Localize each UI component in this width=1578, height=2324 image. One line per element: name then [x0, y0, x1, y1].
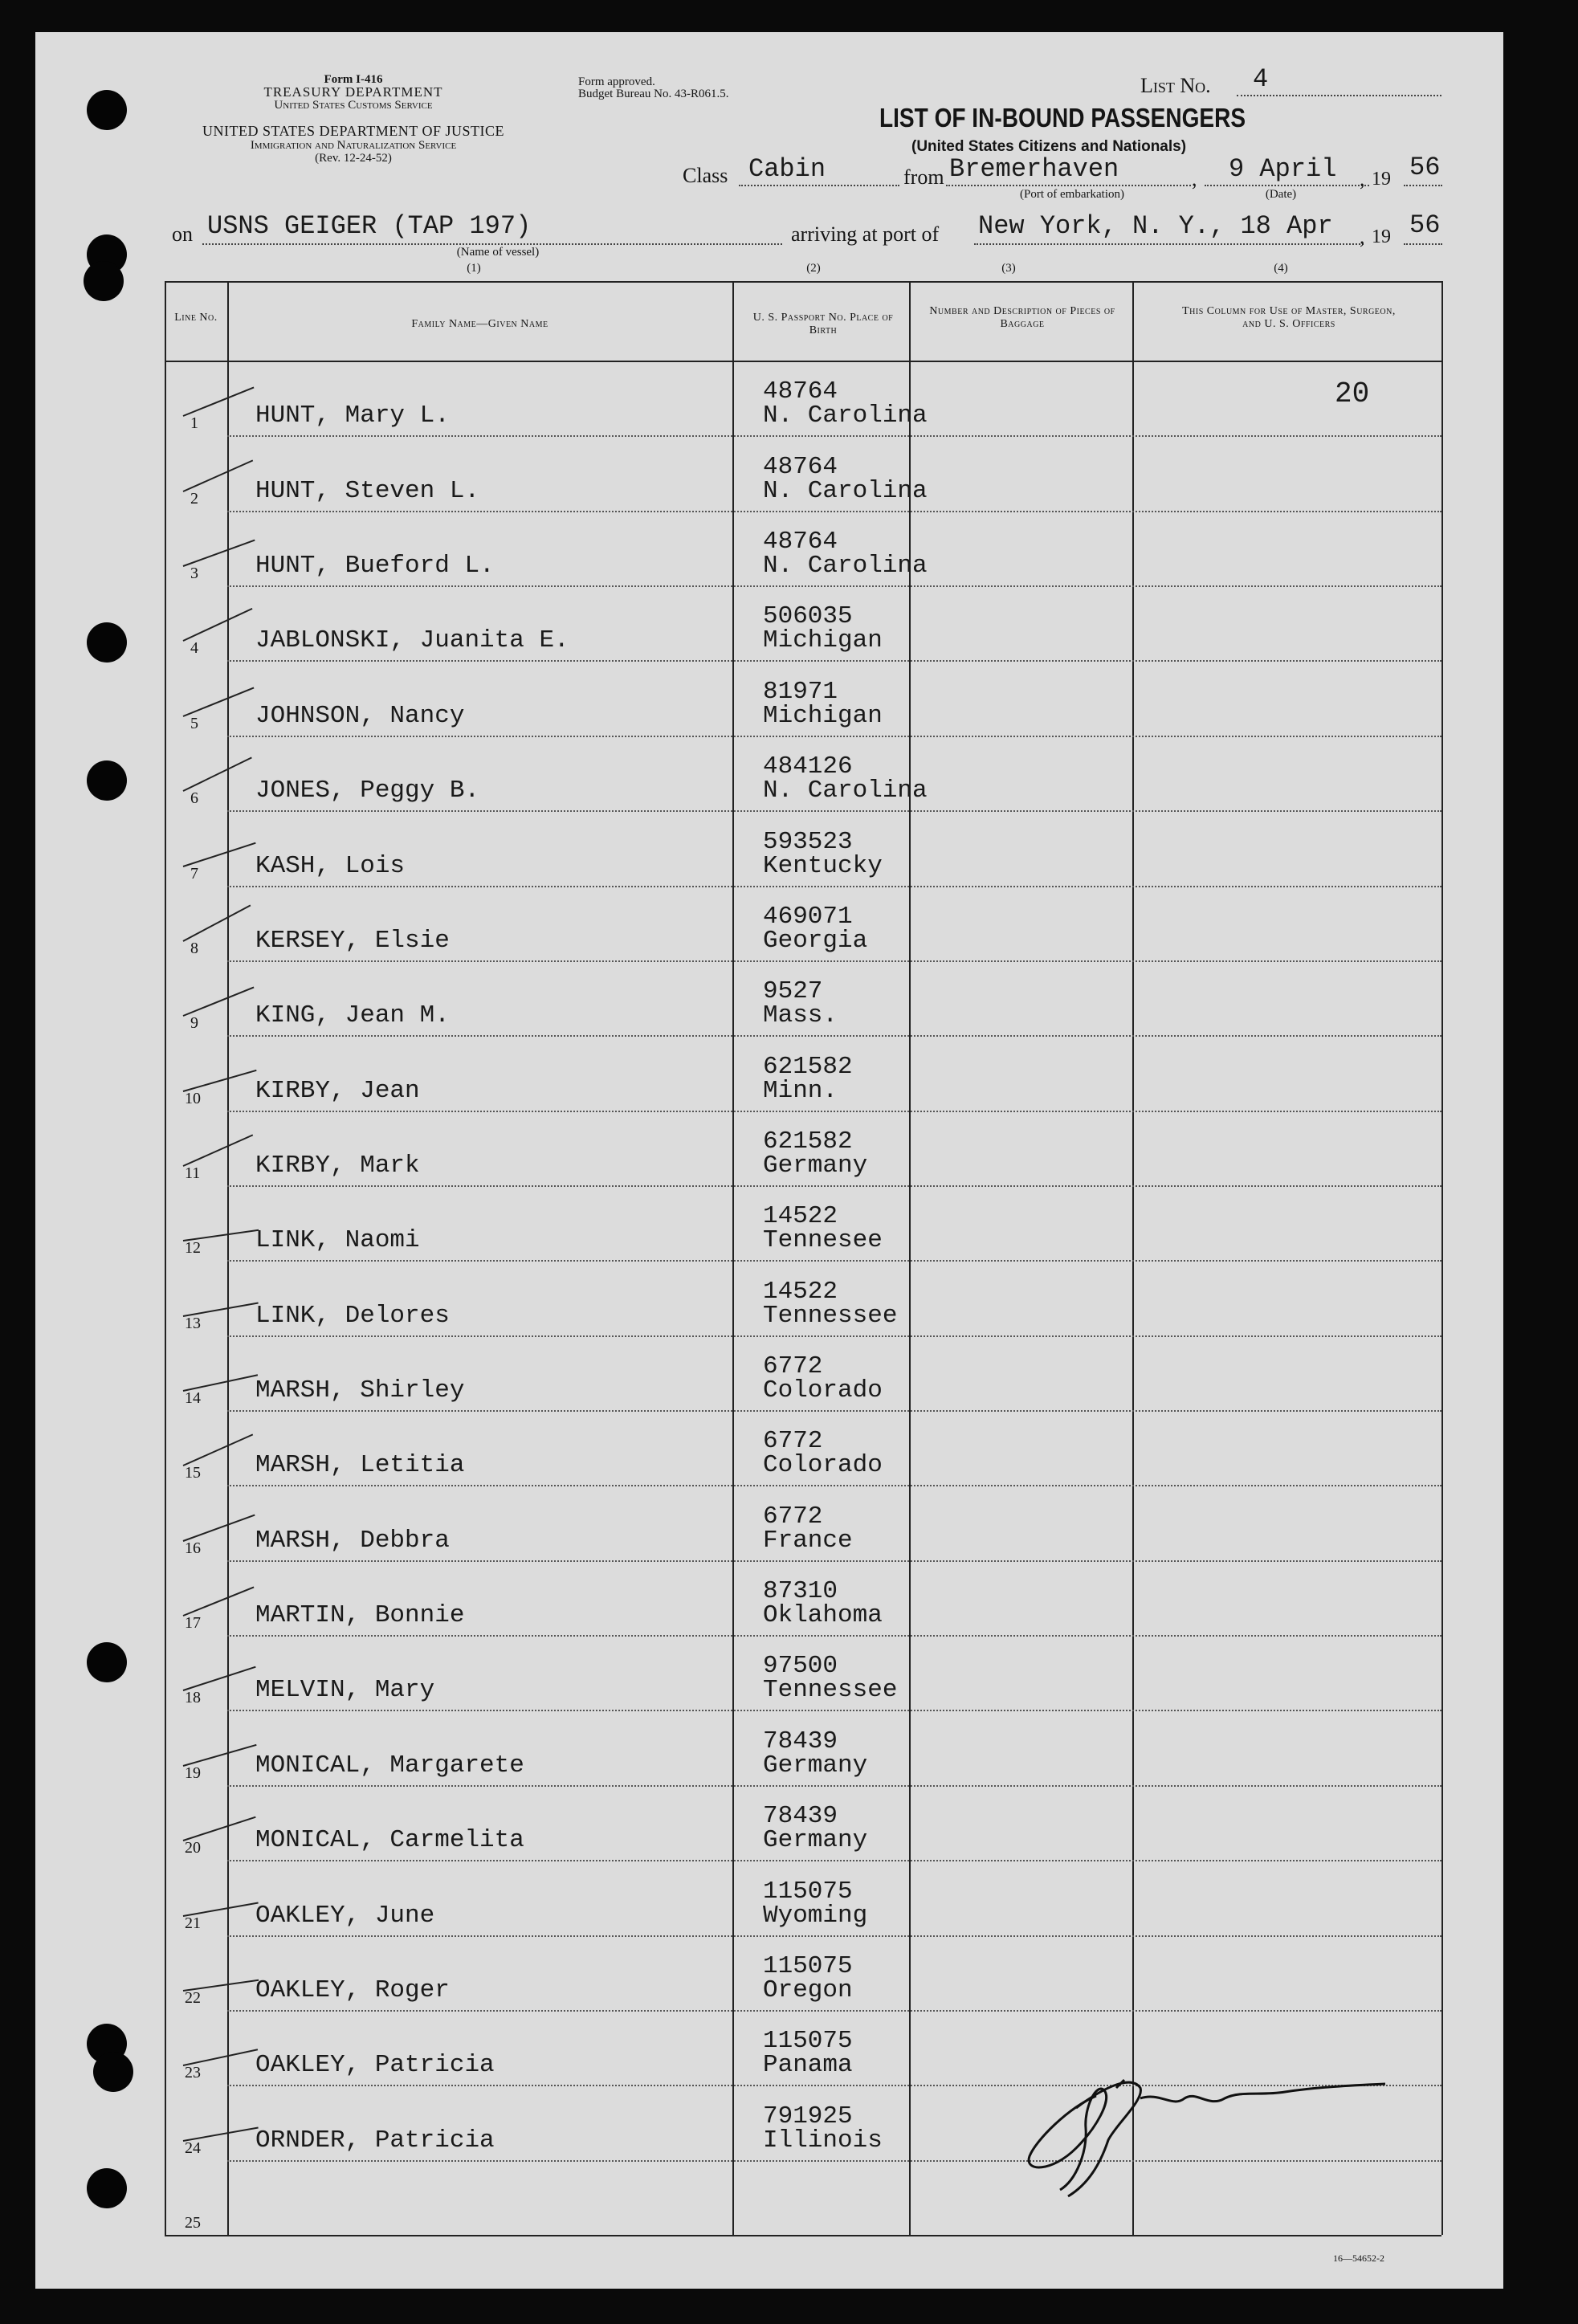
on-label: on [172, 222, 193, 246]
passenger-name: JONES, Peggy B. [255, 777, 480, 805]
line-number: 2 [190, 489, 198, 508]
passport-number: 484126 [763, 752, 853, 781]
row-separator [227, 2010, 1441, 2012]
passenger-name: MARSH, Shirley [255, 1376, 465, 1405]
header-line-no: Line No. [174, 312, 218, 324]
punch-hole [84, 261, 124, 301]
passport-number: 87310 [763, 1577, 838, 1606]
passenger-name: MONICAL, Carmelita [255, 1826, 524, 1855]
passenger-name: ORNDER, Patricia [255, 2126, 495, 2155]
punch-hole [87, 760, 127, 801]
place-of-birth: Kentucky [763, 851, 883, 880]
passenger-name: KIRBY, Mark [255, 1151, 420, 1180]
line-number: 11 [185, 1164, 201, 1182]
line-number: 5 [190, 714, 198, 732]
passport-number: 48764 [763, 452, 838, 481]
row-separator [227, 1710, 1441, 1711]
passport-number: 115075 [763, 2027, 853, 2056]
passenger-name: KERSEY, Elsie [255, 926, 450, 955]
list-no-label: List No. [1140, 74, 1211, 97]
row-separator [227, 1635, 1441, 1637]
place-of-birth: Germany [763, 1826, 868, 1855]
row-separator [227, 1485, 1441, 1486]
embarkation-date-value: 9 April [1229, 154, 1337, 184]
class-value: Cabin [748, 154, 826, 184]
passenger-name: JOHNSON, Nancy [255, 701, 465, 730]
line-number: 23 [185, 2064, 201, 2082]
footer-code: 16—54652-2 [1333, 2253, 1384, 2264]
table-left-border [165, 281, 166, 2235]
class-label: Class [683, 164, 728, 187]
line-number: 8 [190, 939, 198, 957]
passport-number: 78439 [763, 1727, 838, 1755]
passport-number: 469071 [763, 902, 853, 931]
passport-number: 81971 [763, 677, 838, 706]
place-of-birth: Colorado [763, 1376, 883, 1405]
year-prefix: 19 [1372, 169, 1391, 190]
passenger-name: KING, Jean M. [255, 1001, 450, 1030]
line-number: 25 [185, 2214, 201, 2232]
col-divider-line-no [227, 281, 229, 2235]
arriving-label: arriving at port of [791, 222, 940, 246]
passport-number: 48764 [763, 528, 838, 557]
col-divider-name [732, 281, 734, 2235]
header-family-name: Family Name—Given Name [411, 318, 548, 330]
header-bottom-border [165, 361, 1441, 362]
passport-number: 621582 [763, 1052, 853, 1081]
place-of-birth: Georgia [763, 926, 868, 955]
passenger-name: MELVIN, Mary [255, 1676, 435, 1705]
column-number: (1) [467, 262, 481, 275]
passport-number: 6772 [763, 1502, 823, 1531]
passenger-name: KIRBY, Jean [255, 1076, 420, 1105]
form-number: Form I-416 [324, 73, 383, 86]
dept-immigration: Immigration and Naturalization Service [250, 139, 457, 152]
place-of-birth: France [763, 1526, 853, 1555]
passenger-name: KASH, Lois [255, 851, 406, 880]
row-separator [227, 810, 1441, 812]
passenger-name: MARSH, Letitia [255, 1451, 465, 1480]
row-separator [227, 1560, 1441, 1562]
dept-customs: United States Customs Service [274, 99, 433, 112]
place-of-birth: Tennesee [763, 1226, 883, 1255]
place-of-birth: N. Carolina [763, 402, 928, 430]
dept-justice: UNITED STATES DEPARTMENT OF JUSTICE [202, 123, 504, 139]
list-no-value: 4 [1253, 64, 1269, 94]
column-number: (3) [1001, 262, 1016, 275]
table-bottom-border [165, 2235, 1441, 2236]
place-of-birth: Michigan [763, 701, 883, 730]
passenger-name: OAKLEY, June [255, 1901, 435, 1930]
line-number: 16 [185, 1539, 201, 1557]
year2-prefix: 19 [1372, 226, 1391, 247]
row-separator [227, 1260, 1441, 1262]
line-number: 21 [185, 1914, 201, 1932]
officer-signature [1020, 2052, 1389, 2204]
line-number: 20 [185, 1839, 201, 1857]
officer-note: 20 [1335, 377, 1370, 410]
place-of-birth: Michigan [763, 626, 883, 655]
vessel-name-value: USNS GEIGER (TAP 197) [207, 211, 532, 241]
row-separator [227, 1335, 1441, 1337]
punch-hole [87, 622, 127, 663]
passport-number: 9527 [763, 977, 823, 1006]
place-of-birth: Germany [763, 1751, 868, 1780]
line-number: 15 [185, 1464, 201, 1482]
row-separator [227, 1035, 1441, 1037]
row-separator [227, 1785, 1441, 1787]
passport-number: 97500 [763, 1652, 838, 1681]
header-passport: U. S. Passport No. Place of Birth [752, 312, 894, 336]
line-number: 22 [185, 1988, 201, 2007]
line-number: 19 [185, 1763, 201, 1782]
line-number: 3 [190, 565, 198, 583]
place-of-birth: Colorado [763, 1451, 883, 1480]
passport-number: 506035 [763, 602, 853, 631]
place-of-birth: Tennessee [763, 1676, 898, 1705]
row-separator [227, 1185, 1441, 1187]
line-number: 9 [190, 1014, 198, 1033]
place-of-birth: Minn. [763, 1076, 838, 1105]
table-right-border [1441, 281, 1443, 2235]
budget-bureau-no: Budget Bureau No. 43-R061.5. [578, 88, 729, 100]
passport-number: 115075 [763, 1877, 853, 1906]
passport-number: 14522 [763, 1277, 838, 1306]
line-number: 4 [190, 639, 198, 658]
year-value: 56 [1409, 153, 1441, 182]
place-of-birth: Oregon [763, 1975, 853, 2004]
form-revision: (Rev. 12-24-52) [315, 152, 392, 165]
row-separator [227, 1111, 1441, 1112]
form-approved: Form approved. [578, 75, 655, 88]
page-title: LIST OF IN-BOUND PASSENGERS [879, 103, 1246, 133]
passport-number: 78439 [763, 1802, 838, 1831]
place-of-birth: Tennessee [763, 1301, 898, 1330]
passenger-name: MONICAL, Margarete [255, 1751, 524, 1780]
from-label: from [903, 165, 944, 189]
place-of-birth: Germany [763, 1151, 868, 1180]
row-separator [227, 435, 1441, 437]
row-separator [227, 511, 1441, 512]
line-number: 12 [185, 1239, 201, 1258]
line-number: 10 [185, 1089, 201, 1107]
place-of-birth: Wyoming [763, 1901, 868, 1930]
row-separator [227, 1410, 1441, 1412]
punch-hole [93, 2052, 133, 2092]
punch-hole [87, 2168, 127, 2208]
passport-number: 14522 [763, 1202, 838, 1231]
passenger-name: LINK, Delores [255, 1301, 450, 1330]
passport-number: 593523 [763, 827, 853, 856]
punch-hole [87, 1642, 127, 1682]
date-caption: (Date) [1265, 188, 1297, 201]
line-number: 1 [190, 414, 198, 433]
passenger-name: LINK, Naomi [255, 1226, 420, 1255]
place-of-birth: N. Carolina [763, 777, 928, 805]
row-separator [227, 736, 1441, 737]
column-number: (2) [806, 262, 821, 275]
passport-number: 115075 [763, 1951, 853, 1980]
arrival-port-value: New York, N. Y., 18 Apr [978, 211, 1333, 241]
passport-number: 621582 [763, 1127, 853, 1156]
port-of-embarkation-value: Bremerhaven [949, 154, 1119, 184]
place-of-birth: Mass. [763, 1001, 838, 1030]
port-caption: (Port of embarkation) [1020, 188, 1124, 201]
row-separator [227, 886, 1441, 887]
year2-value: 56 [1409, 210, 1441, 240]
header-baggage: Number and Description of Pieces of Baggage [929, 305, 1115, 330]
line-number: 17 [185, 1614, 201, 1633]
line-number: 24 [185, 2138, 201, 2157]
col-divider-baggage [1132, 281, 1134, 2235]
row-separator [227, 585, 1441, 587]
row-separator [227, 660, 1441, 662]
passenger-name: MARSH, Debbra [255, 1526, 450, 1555]
line-number: 6 [190, 789, 198, 808]
place-of-birth: N. Carolina [763, 476, 928, 505]
passenger-name: HUNT, Mary L. [255, 402, 450, 430]
line-number: 18 [185, 1689, 201, 1707]
place-of-birth: Panama [763, 2051, 853, 2080]
row-separator [227, 960, 1441, 962]
passport-number: 48764 [763, 377, 838, 406]
column-number: (4) [1274, 262, 1288, 275]
row-separator [227, 1860, 1441, 1861]
line-number: 7 [190, 864, 198, 883]
place-of-birth: Oklahoma [763, 1601, 883, 1630]
line-number: 14 [185, 1389, 201, 1408]
place-of-birth: Illinois [763, 2126, 883, 2155]
punch-hole [87, 90, 127, 130]
passenger-name: HUNT, Steven L. [255, 476, 480, 505]
passport-number: 6772 [763, 1427, 823, 1456]
passport-number: 6772 [763, 1352, 823, 1381]
row-separator [227, 1935, 1441, 1937]
passenger-name: OAKLEY, Roger [255, 1975, 450, 2004]
line-number: 13 [185, 1314, 201, 1332]
vessel-caption: (Name of vessel) [456, 246, 540, 259]
table-top-border [165, 281, 1441, 283]
passenger-name: JABLONSKI, Juanita E. [255, 626, 569, 655]
passenger-name: OAKLEY, Patricia [255, 2051, 495, 2080]
place-of-birth: N. Carolina [763, 552, 928, 581]
passenger-name: MARTIN, Bonnie [255, 1601, 465, 1630]
dept-treasury: TREASURY DEPARTMENT [263, 84, 443, 100]
header-officers: This Column for Use of Master, Surgeon, and U. S. Officers [1182, 305, 1396, 330]
page-subtitle: (United States Citizens and Nationals) [911, 138, 1187, 155]
passenger-name: HUNT, Bueford L. [255, 552, 495, 581]
passport-number: 791925 [763, 2102, 853, 2130]
